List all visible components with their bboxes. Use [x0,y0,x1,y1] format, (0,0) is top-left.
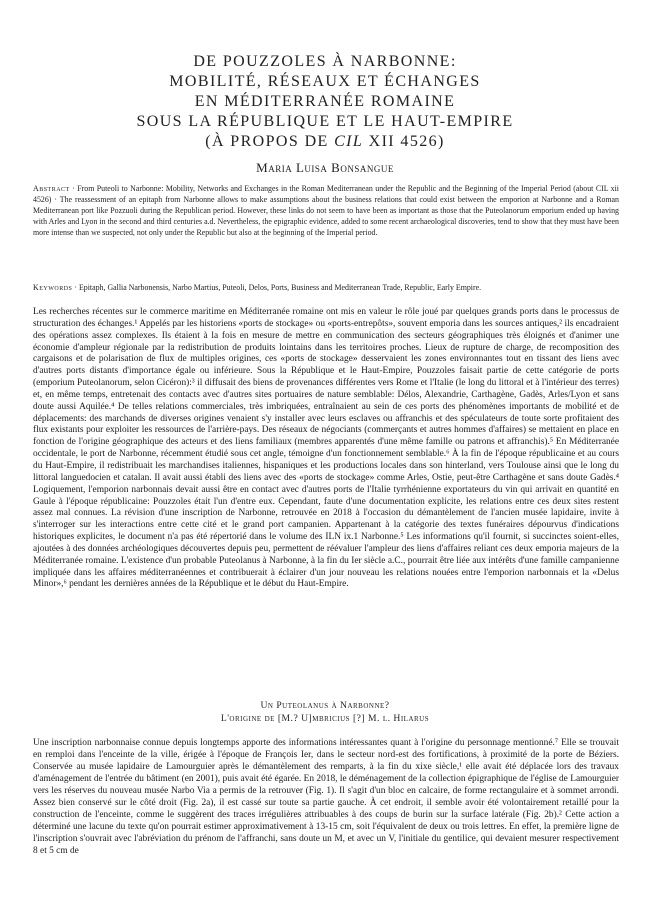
section-heading-line-1 [0,700,650,712]
article-title-line-3: EN MÉDITERRANÉE ROMAINE [194,93,456,110]
keywords [33,282,619,293]
body-paragraph-2: Une inscription narbonnaise connue depuis longtemps apporte des informations intéressantes quant à l'origine du personnage mentionné.⁷ Elle se trouvait en remploi dans l'enceinte de la ville, érigée à l'époque de François Ier, dans le secteur nord-est des fortifications, à proximité de la porte de Béziers. Conservée au musée lapidaire de Lamourguier après le démantèlement des remparts, à la fin du xixe siècle,¹ elle avait été déplacée lors des travaux d'aménagement de l'entrée du bâtiment (en 2001), puis avait été égarée. En 2018, le déménagement de la collection épigraphique de l'église de Lamourguier vers les réserves du nouveau musée Narbo Via a permis de la retrouver (Fig. 1). Il s'agit d'un bloc en calcaire, de forme rectangulaire et à sommet arrondi. Assez bien conservé sur le côté droit (Fig. 2a), il est cassé sur toute sa partie gauche. À cet endroit, il semble avoir été volontairement retaillé pour la construction de l'enceinte, comme le suggèrent des traces irrégulières attribuables à des coups de burin sur la surface latérale (Fig. 2b).² Cette action a déterminé une lacune du texte qu'on pourrait estimer approximativement à 13-15 cm, soit l'équivalent de deux ou trois lettres. En effet, la première ligne de l'inscription s'ouvrait avec l'abréviation du prénom de l'affranchi, sans doute un M, et avec un V, l'initiale du gentilice, qui devaient mesurer respectivement 8 et 5 cm de [33,738,619,856]
article-title-line-1: DE POUZZOLES À NARBONNE: [193,53,457,70]
keywords-label: Keywords [33,283,73,292]
abstract-text: · From Puteoli to Narbonne: Mobility, Networks and Exchanges in the Roman Mediterranean under the Republic and the Beginning of the Imperial Period (about CIL xii 4526) · The reassessment of an epitaph from Narbonne allows to make assumptions about the business relations that could exist between the emporion at Narbonne and a Roman Mediterranean port like Pozzuoli during the Republican period. However, these links do not seem to have been as important as those that the Puteolanorum emporium ended up having with Arles and Lyon in the second and third centuries a.d. Nevertheless, the epigraphic evidence, added to some recent archaeological discoveries, tend to show that they must have been more intense than we suspected, not only under the Republic but also at the beginning of the Imperial period. [33,184,619,237]
author-name-text: Maria Luisa Bonsangue [256,160,394,175]
article-title-line-5-end: XII 4526) [363,133,445,150]
author-name [0,160,650,176]
article-title-line-5 [0,132,650,152]
body-section-2 [33,729,619,867]
body-paragraph-1: Les recherches récentes sur le commerce maritime en Méditerranée romaine ont mis en valeur le rôle joué par quelques grands ports dans le processus de structuration des échanges.¹ Appelés par les historiens «ports de stockage» ou «ports-entrepôts», souvent emporia dans les sources antiques,² ils encadraient des opérations assez complexes. Ils étaient à la fois en mesure de mettre en communication des secteurs géographiques très éloignés et d'animer une économie d'ampleur régionale par la redistribution de produits lointains dans les territoires proches. Lieux de rupture de charge, de recomposition des cargaisons et de polarisation de flux de multiples origines, ces «ports de stockage» desservaient les zones environnantes tout en tissant des liens avec d'autres ports distants d'importance égale ou inférieure. Sous la République et le Haut-Empire, Pouzzoles faisait partie de cette catégorie de ports (emporium Puteolanorum, selon Cicéron):³ il diffusait des biens de provenances différentes vers Rome et l'Italie (le long du littoral et à l'intérieur des terres) et, en même temps, entretenait des contacts avec d'autres sites portuaires de nature semblable: Délos, Alexandrie, Carthagène, Gadès, Arles/Lyon et sans doute aussi Aquilée.⁴ De telles relations commerciales, très imbriquées, entraînaient au sein de ces ports des phénomènes importants de mobilité et de déplacements: des marchands de diverses origines venaient s'y installer avec leurs esclaves ou affranchis et des spéculateurs de toute sorte profitaient des flux existants pour exploiter les ressources de l'arrière-pays. Des réseaux de négociants (commerçants et autres hommes d'affaires) se mettaient en place en fonction de l'origine géographique des acteurs et des liens familiaux (membres apparentés d'une même famille ou patrons et affranchis).⁵ En Méditerranée occidentale, le port de Narbonne, récemment étudié sous cet angle, témoigne d'un fonctionnement semblable.⁶ À la fin de l'époque républicaine et au cours du Haut-Empire, il redistribuait les marchandises italiennes, hispaniques et les productions locales dans son hinterland, vers Toulouse ainsi que le long du littoral languedocien et catalan. Il avait aussi établi des liens avec des «ports de stockage» comme Arles, Ostie, peut-être Carthagène et sans doute Gadès.⁴ Logiquement, l'emporion narbonnais devait aussi être en contact avec d'autres ports de l'Italie tyrrhénienne exportateurs du vin qui arrivait en quantité en Gaule à l'époque républicaine: Pouzzoles était l'un d'entre eux. Cependant, faute d'une documentation explicite, les relations entre ces deux sites restent assez mal connues. La révision d'une inscription de Narbonne, retrouvée en 2018 à l'occasion du démantèlement de l'ancien musée lapidaire, invite à s'interroger sur les interactions entre cette cité et le grand port campanien. Appartenant à la catégorie des textes funéraires dépourvus d'indications historiques explicites, le document n'a pas été répertorié dans le volume des ILN ix.1 Narbonne.⁵ Les informations qu'il fournit, si succinctes soient-elles, ajoutées à des données archéologiques découvertes depuis peu, permettent de réévaluer l'ampleur des liens d'affaires reliant ces deux emporia majeurs de la Méditerranée romaine. L'existence d'un probable Puteolanus à Narbonne, à la fin du Ier siècle a.C., pourrait être liée aux intérêts d'une famille campanienne impliquée dans les affaires méditerranéennes et contribuerait à éclairer d'un jour nouveau les relations nouées entre l'emporion narbonnais et la «Delus Minor»,⁶ pendant les dernières années de la République et le début du Haut-Empire. [33,307,619,590]
section-heading-1-text: Un Puteolanus à Narbonne? [260,700,390,711]
article-title-line-2: MOBILITÉ, RÉSEAUX ET ÉCHANGES [169,73,481,90]
keywords-text: · Epitaph, Gallia Narbonensis, Narbo Martius, Puteoli, Delos, Ports, Business and Mediterranean Trade, Republic, Early Empire. [74,283,482,292]
abstract-label: Abstract [33,184,70,193]
section-heading-2-text: L'origine de [M.? U]mbricius [?] M. l. Hilarus [220,713,430,724]
article-title-line-4: SOUS LA RÉPUBLIQUE ET LE HAUT-EMPIRE [136,113,514,130]
article-title-line-5-start: (À PROPOS DE [205,133,335,150]
section-heading-line-2 [0,713,650,725]
abstract [33,183,619,238]
body-section-1 [33,307,619,591]
article-title-cil: CIL [334,133,364,150]
